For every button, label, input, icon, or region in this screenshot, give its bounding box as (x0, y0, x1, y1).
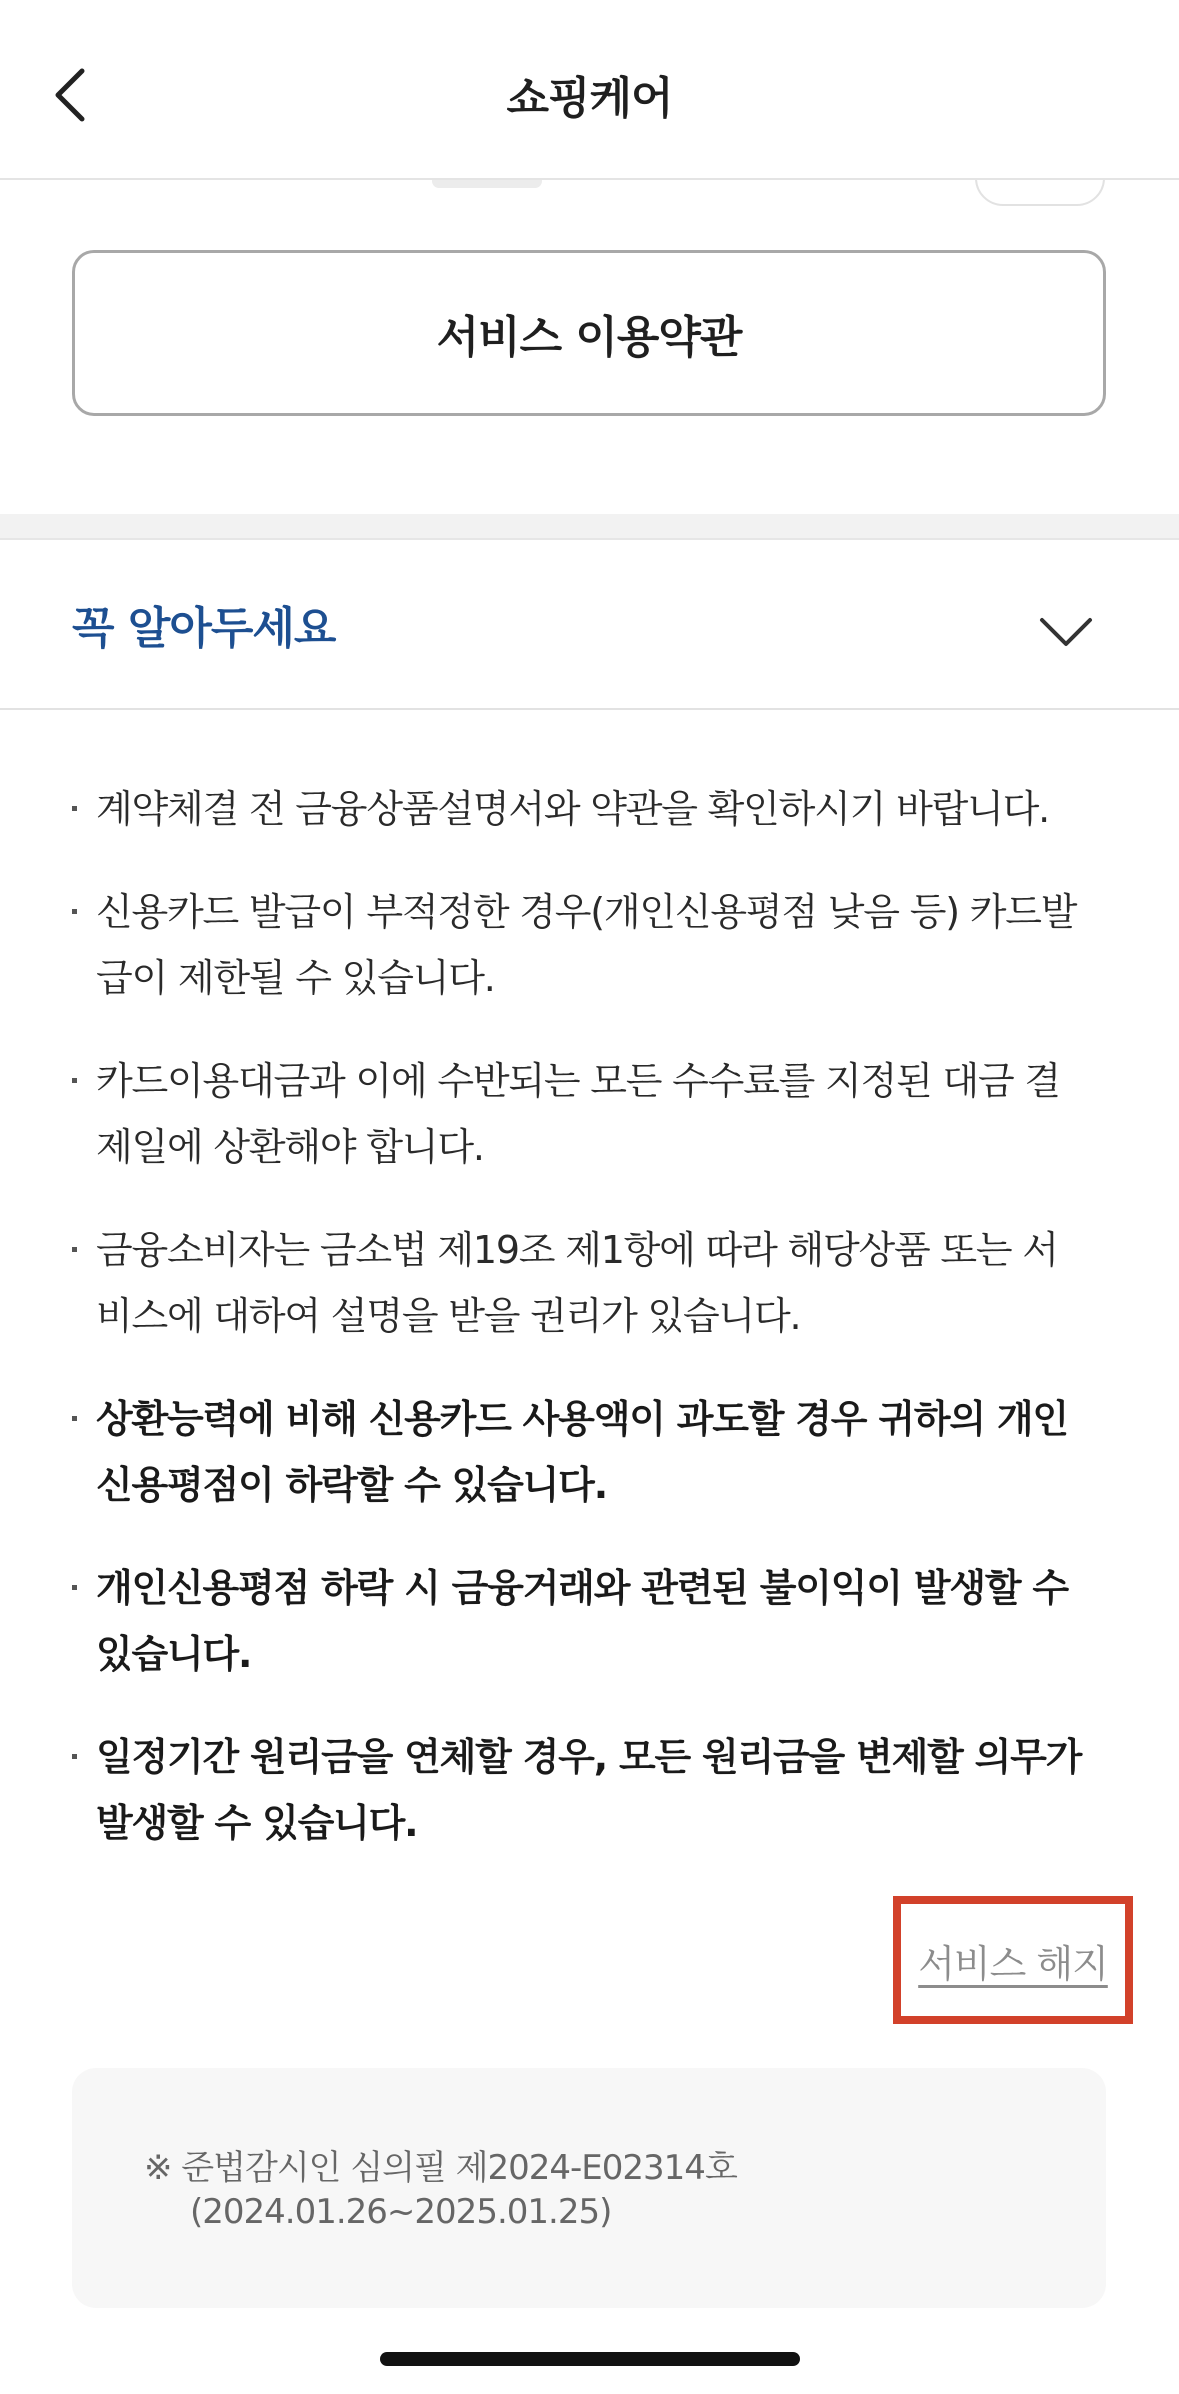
notice-item-line: 신용평점이 하락할 수 있습니다. (96, 1463, 607, 1507)
clipped-pill-button (975, 180, 1105, 206)
bullet-icon (72, 1585, 77, 1590)
bullet-icon (72, 806, 77, 811)
bullet-icon (72, 1754, 77, 1759)
notice-item (72, 879, 1112, 1011)
notice-item (72, 1048, 1112, 1180)
notice-item-line: 카드이용대금과 이에 수반되는 모든 수수료를 지정된 대금 결 (96, 1059, 1060, 1103)
clipped-text (432, 180, 542, 188)
notice-title: 꼭 알아두세요 (72, 603, 336, 654)
bullet-icon (72, 1247, 77, 1252)
notice-item-line: 개인신용평점 하락 시 금융거래와 관련된 불이익이 발생할 수 (96, 1566, 1068, 1610)
notice-item-line: 비스에 대하여 설명을 받을 권리가 있습니다. (96, 1294, 801, 1338)
notice-item (72, 1386, 1112, 1518)
chevron-down-icon[interactable] (1038, 612, 1094, 652)
notice-item-line: 계약체결 전 금융상품설명서와 약관을 확인하시기 바랍니다. (96, 787, 1049, 831)
section-divider (0, 514, 1179, 540)
compliance-approval-number: ※ 준법감시인 심의필 제2024-E02314호 (144, 2148, 737, 2188)
notice-item (72, 776, 1112, 842)
bullet-icon (72, 1078, 77, 1083)
notice-accordion-header[interactable] (0, 540, 1179, 710)
home-indicator[interactable] (380, 2352, 800, 2366)
service-cancel-link[interactable] (893, 1896, 1133, 2024)
notice-item-line: 일정기간 원리금을 연체할 경우, 모든 원리금을 변제할 의무가 (96, 1735, 1082, 1779)
notice-item-line: 급이 제한될 수 있습니다. (96, 956, 495, 1000)
bullet-icon (72, 1416, 77, 1421)
notice-item-line: 상환능력에 비해 신용카드 사용액이 과도할 경우 귀하의 개인 (96, 1397, 1068, 1441)
compliance-notice-box (72, 2068, 1106, 2308)
compliance-validity-period: (2024.01.26~2025.01.25) (190, 2192, 612, 2232)
notice-item (72, 1724, 1112, 1856)
notice-item-line: 있습니다. (96, 1632, 252, 1676)
scrolled-content-peek (0, 180, 1179, 208)
bullet-icon (72, 909, 77, 914)
app-header (0, 0, 1179, 180)
notice-item-line: 제일에 상환해야 합니다. (96, 1125, 484, 1169)
service-cancel-label[interactable]: 서비스 해지 (918, 1941, 1108, 1986)
notice-item-line: 발생할 수 있습니다. (96, 1801, 418, 1845)
notice-item (72, 1217, 1112, 1349)
notice-item-line: 신용카드 발급이 부적정한 경우(개인신용평점 낮음 등) 카드발 (96, 890, 1077, 934)
notice-item-line: 금융소비자는 금소법 제19조 제1항에 따라 해당상품 또는 서 (96, 1228, 1058, 1272)
notice-item (72, 1555, 1112, 1687)
notice-list (72, 776, 1112, 1893)
page-title: 쇼핑케어 (506, 73, 673, 124)
terms-of-service-button[interactable]: 서비스 이용약관 (72, 250, 1106, 416)
